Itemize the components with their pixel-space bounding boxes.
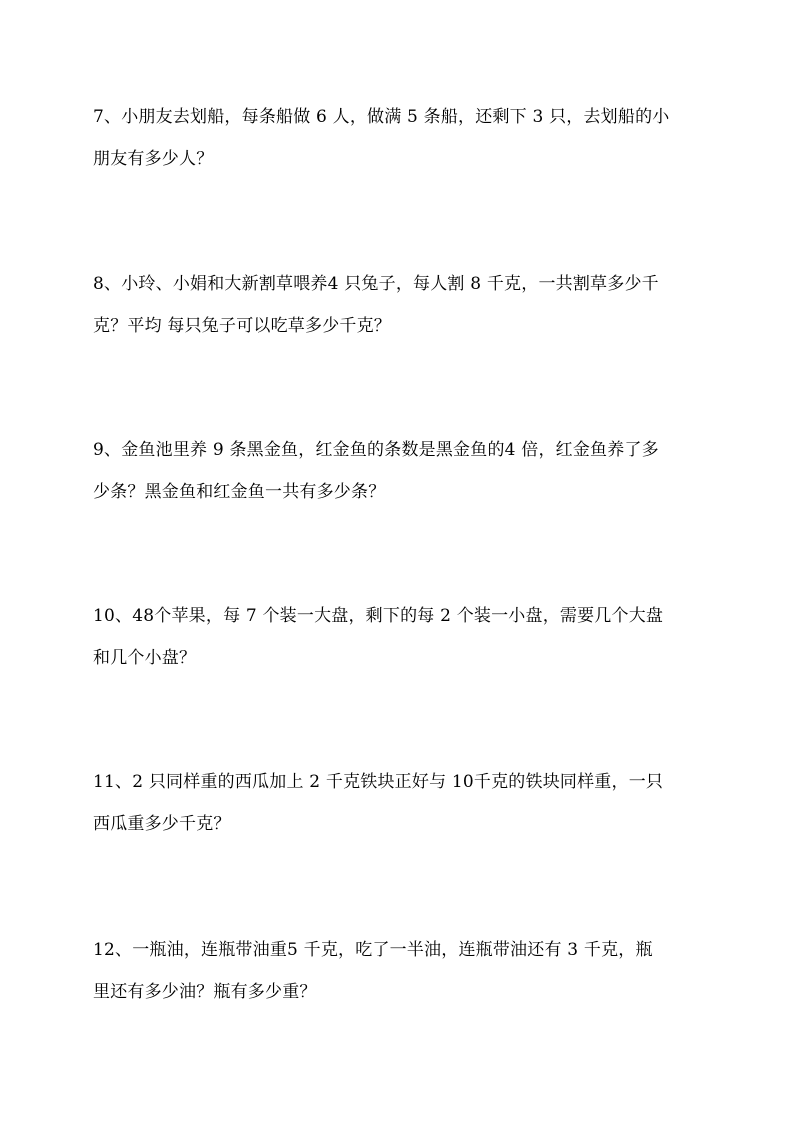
problem-text-line: 西瓜重多少千克？ (93, 814, 231, 834)
problem-9 (93, 439, 705, 503)
problem-text-line: 里还有多少油？瓶有多少重？ (93, 982, 317, 1002)
problem-10 (93, 605, 705, 669)
problem-7 (93, 106, 705, 170)
problem-8 (93, 273, 705, 337)
problem-text-line: 朋友有多少人？ (93, 149, 214, 169)
problem-text-line: 12、一瓶油，连瓶带油重5 千克，吃了一半油，连瓶带油还有 3 千克，瓶 (93, 940, 653, 960)
problem-text-line: 9、金鱼池里养 9 条黑金鱼，红金鱼的条数是黑金鱼的4 倍，红金鱼养了多 (93, 440, 659, 460)
problem-12 (93, 939, 705, 1003)
problem-text-line: 8、小玲、小娟和大新割草喂养4 只兔子，每人割 8 千克，一共割草多少千 (93, 274, 659, 294)
problem-11 (93, 771, 705, 835)
problem-text-line: 11、2 只同样重的西瓜加上 2 千克铁块正好与 10千克的铁块同样重，一只 (93, 772, 664, 792)
problem-text-line: 少条？黑金鱼和红金鱼一共有多少条？ (93, 482, 386, 502)
problem-text-line: 和几个小盘？ (93, 648, 197, 668)
problem-text-line: 克？平均 每只兔子可以吃草多少千克？ (93, 316, 392, 336)
problem-text-line: 10、48个苹果，每 7 个装一大盘，剩下的每 2 个装一小盘，需要几个大盘 (93, 606, 664, 626)
problem-text-line: 7、小朋友去划船，每条船做 6 人，做满 5 条船，还剩下 3 只，去划船的小 (93, 107, 670, 127)
